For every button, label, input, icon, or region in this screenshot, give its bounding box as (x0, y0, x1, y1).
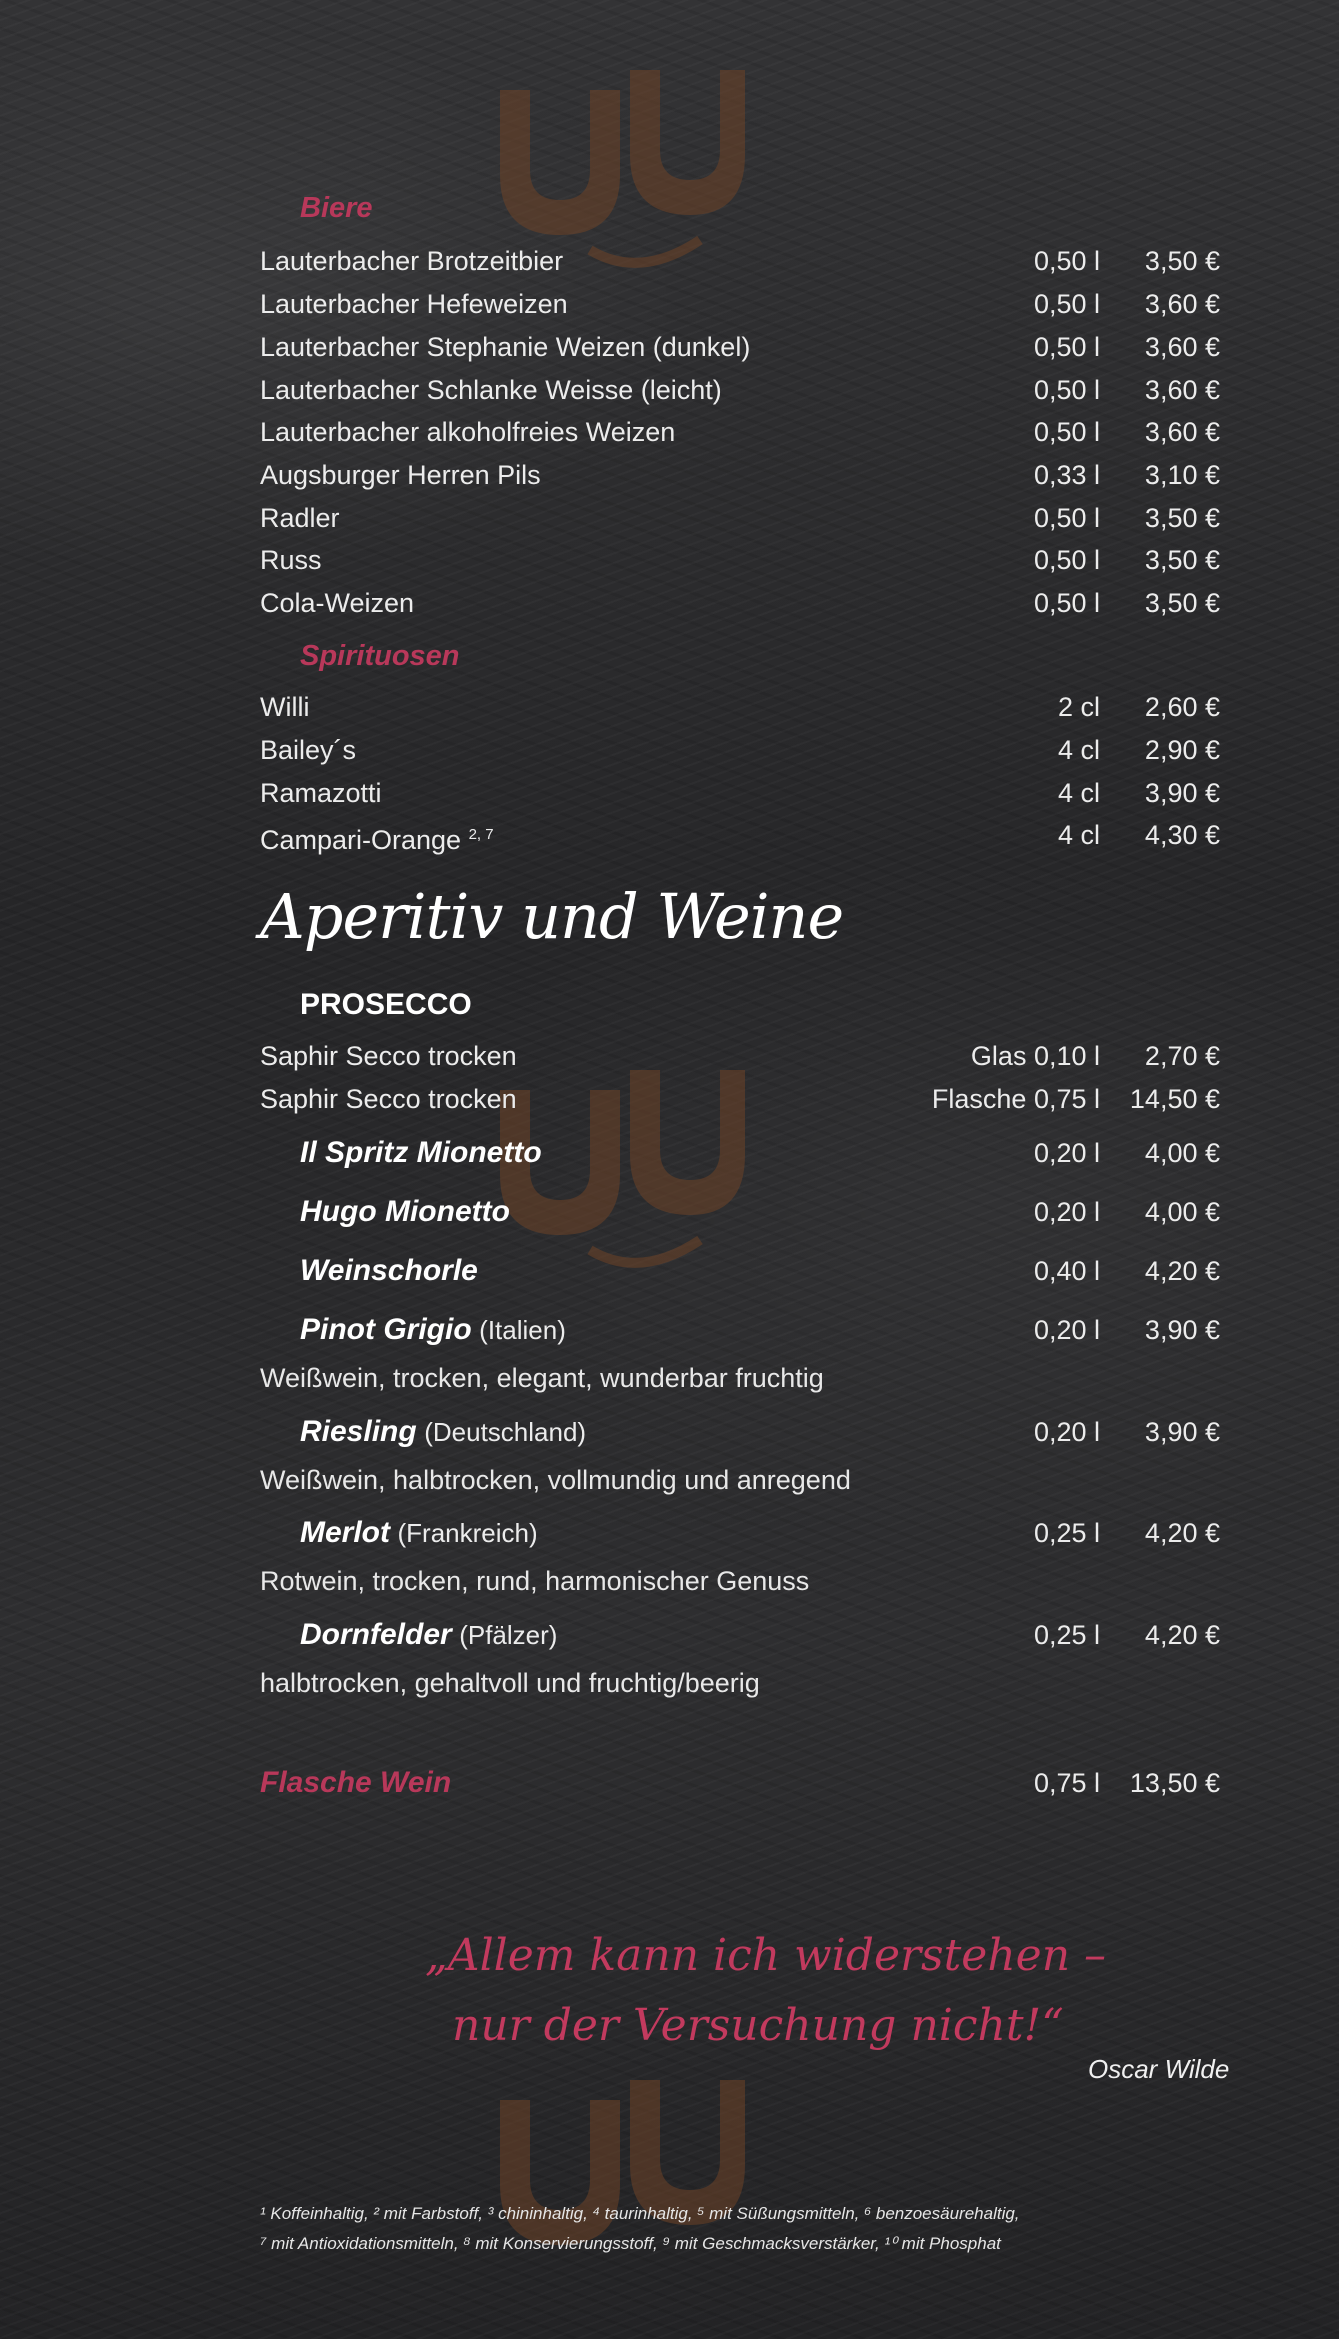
item-name: Flasche Wein (260, 1766, 452, 1799)
item-volume: 4 cl (1057, 778, 1100, 808)
item-name: Willi (260, 692, 310, 722)
menu-item (260, 730, 1220, 770)
menu-item (260, 1513, 1220, 1553)
item-price: 2,90 € (1144, 735, 1220, 765)
item-price: 3,90 € (1144, 778, 1220, 808)
item-name: Lauterbacher Schlanke Weisse (leicht) (260, 375, 722, 405)
item-volume: 0,20 l (1033, 1197, 1100, 1227)
item-name: Lauterbacher Stephanie Weizen (dunkel) (260, 332, 751, 362)
item-price: 14,50 € (1129, 1084, 1220, 1114)
item-description: Weißwein, halbtrocken, vollmundig und anregend (260, 1465, 851, 1495)
menu-item (260, 1412, 1220, 1452)
item-volume: 0,50 l (1033, 417, 1100, 447)
menu-item (260, 687, 1220, 727)
item-name: Riesling (Deutschland) (300, 1415, 587, 1448)
item-price: 3,60 € (1144, 289, 1220, 319)
item-description: halbtrocken, gehaltvoll und fruchtig/beerig (260, 1668, 760, 1698)
item-description: Weißwein, trocken, elegant, wunderbar fruchtig (260, 1363, 824, 1393)
menu-item (260, 1036, 1220, 1076)
menu-item (260, 241, 1220, 281)
item-price: 4,20 € (1144, 1620, 1220, 1650)
item-name: Augsburger Herren Pils (260, 460, 541, 490)
menu-item (260, 370, 1220, 410)
item-name: Pinot Grigio (Italien) (300, 1313, 566, 1346)
item-name: Saphir Secco trocken (260, 1084, 517, 1114)
menu-item (260, 1251, 1220, 1291)
item-volume: 0,20 l (1033, 1315, 1100, 1345)
item-volume: 0,50 l (1033, 246, 1100, 276)
item-volume: 0,50 l (1033, 375, 1100, 405)
item-name: Hugo Mionetto (300, 1195, 510, 1228)
item-volume: 2 cl (1057, 692, 1100, 722)
menu-item (260, 583, 1220, 623)
menu-item (260, 1133, 1220, 1173)
item-name: Russ (260, 545, 322, 575)
item-volume: 0,20 l (1033, 1138, 1100, 1168)
item-name: Saphir Secco trocken (260, 1041, 517, 1071)
item-price: 3,90 € (1144, 1315, 1220, 1345)
item-name: Lauterbacher alkoholfreies Weizen (260, 417, 676, 447)
quote-line-2: nur der Versuchung nicht!“ (452, 2000, 1064, 2051)
item-name: Il Spritz Mionetto (300, 1136, 542, 1169)
item-volume: 0,33 l (1033, 460, 1100, 490)
restaurant-logo-watermark (470, 2060, 750, 2300)
item-volume: 0,50 l (1033, 332, 1100, 362)
item-price: 4,00 € (1144, 1197, 1220, 1227)
item-name: Ramazotti (260, 778, 382, 808)
item-price: 4,00 € (1144, 1138, 1220, 1168)
item-volume: 0,50 l (1033, 289, 1100, 319)
item-description: Rotwein, trocken, rund, harmonischer Genuss (260, 1566, 810, 1596)
item-volume: 0,50 l (1033, 545, 1100, 575)
menu-item (260, 455, 1220, 495)
section-title-prosecco: PROSECCO (300, 988, 472, 1021)
item-volume: 0,50 l (1033, 588, 1100, 618)
item-price: 4,30 € (1144, 820, 1220, 850)
footnote-line-1: ¹ Koffeinhaltig, ² mit Farbstoff, ³ chininhaltig, ⁴ taurinhaltig, ⁵ mit Süßungsmitteln, ⁶ benzoesäurehaltig, (260, 2204, 1020, 2223)
item-volume: 0,25 l (1033, 1518, 1100, 1548)
item-price: 3,60 € (1144, 417, 1220, 447)
item-price: 2,70 € (1144, 1041, 1220, 1071)
item-volume: 0,25 l (1033, 1620, 1100, 1650)
item-price: 4,20 € (1144, 1518, 1220, 1548)
item-price: 3,60 € (1144, 332, 1220, 362)
item-origin: (Deutschland) (424, 1417, 587, 1447)
item-name: Campari-Orange $^{2, 7}$ (260, 825, 494, 855)
item-name: Lauterbacher Brotzeitbier (260, 246, 564, 276)
menu-item (260, 1079, 1220, 1119)
menu-item (260, 815, 1220, 855)
section-title-spirituosen: Spirituosen (300, 640, 460, 672)
footnote-line-2: ⁷ mit Antioxidationsmitteln, ⁸ mit Konservierungsstoff, ⁹ mit Geschmacksverstärker, ¹⁰ mit Phosphat (260, 2234, 1001, 2253)
item-origin: (Italien) (479, 1315, 566, 1345)
menu-item (260, 284, 1220, 324)
quote-line-1: „Allem kann ich widerstehen – (425, 1930, 1107, 1981)
item-origin: (Pfälzer) (459, 1620, 558, 1650)
item-price: 3,50 € (1144, 246, 1220, 276)
item-name: Merlot (Frankreich) (300, 1516, 538, 1549)
menu-item (260, 540, 1220, 580)
item-volume: Flasche 0,75 l (931, 1084, 1100, 1114)
menu-item (260, 1763, 1220, 1803)
item-volume: 0,40 l (1033, 1256, 1100, 1286)
menu-item (260, 1615, 1220, 1655)
item-price: 3,50 € (1144, 503, 1220, 533)
item-origin: (Frankreich) (397, 1518, 538, 1548)
item-price: 3,90 € (1144, 1417, 1220, 1447)
item-name: Dornfelder (Pfälzer) (300, 1618, 558, 1651)
item-volume: 0,75 l (1033, 1768, 1100, 1798)
item-price: 3,10 € (1144, 460, 1220, 490)
item-volume: 0,20 l (1033, 1417, 1100, 1447)
item-volume: 4 cl (1057, 735, 1100, 765)
item-price: 4,20 € (1144, 1256, 1220, 1286)
menu-item (260, 412, 1220, 452)
item-volume: 4 cl (1057, 820, 1100, 850)
item-volume: 0,50 l (1033, 503, 1100, 533)
item-price: 3,60 € (1144, 375, 1220, 405)
menu-item (260, 1192, 1220, 1232)
item-name: Lauterbacher Hefeweizen (260, 289, 568, 319)
item-price: 3,50 € (1144, 545, 1220, 575)
menu-item (260, 1310, 1220, 1350)
item-volume: Glas 0,10 l (970, 1041, 1100, 1071)
item-name: Bailey´s (260, 735, 357, 765)
item-name: Weinschorle (300, 1254, 478, 1287)
menu-item (260, 327, 1220, 367)
section-title-biere: Biere (300, 192, 373, 224)
additive-footnote-ref: 2, 7 (468, 826, 494, 843)
item-name: Radler (260, 503, 340, 533)
quote-author: Oscar Wilde (1088, 2054, 1230, 2084)
item-price: 3,50 € (1144, 588, 1220, 618)
item-price: 13,50 € (1129, 1768, 1220, 1798)
item-price: 2,60 € (1144, 692, 1220, 722)
heading-aperitiv-und-weine: Aperitiv und Weine (260, 880, 844, 953)
menu-item (260, 498, 1220, 538)
menu-item (260, 773, 1220, 813)
item-name: Cola-Weizen (260, 588, 415, 618)
